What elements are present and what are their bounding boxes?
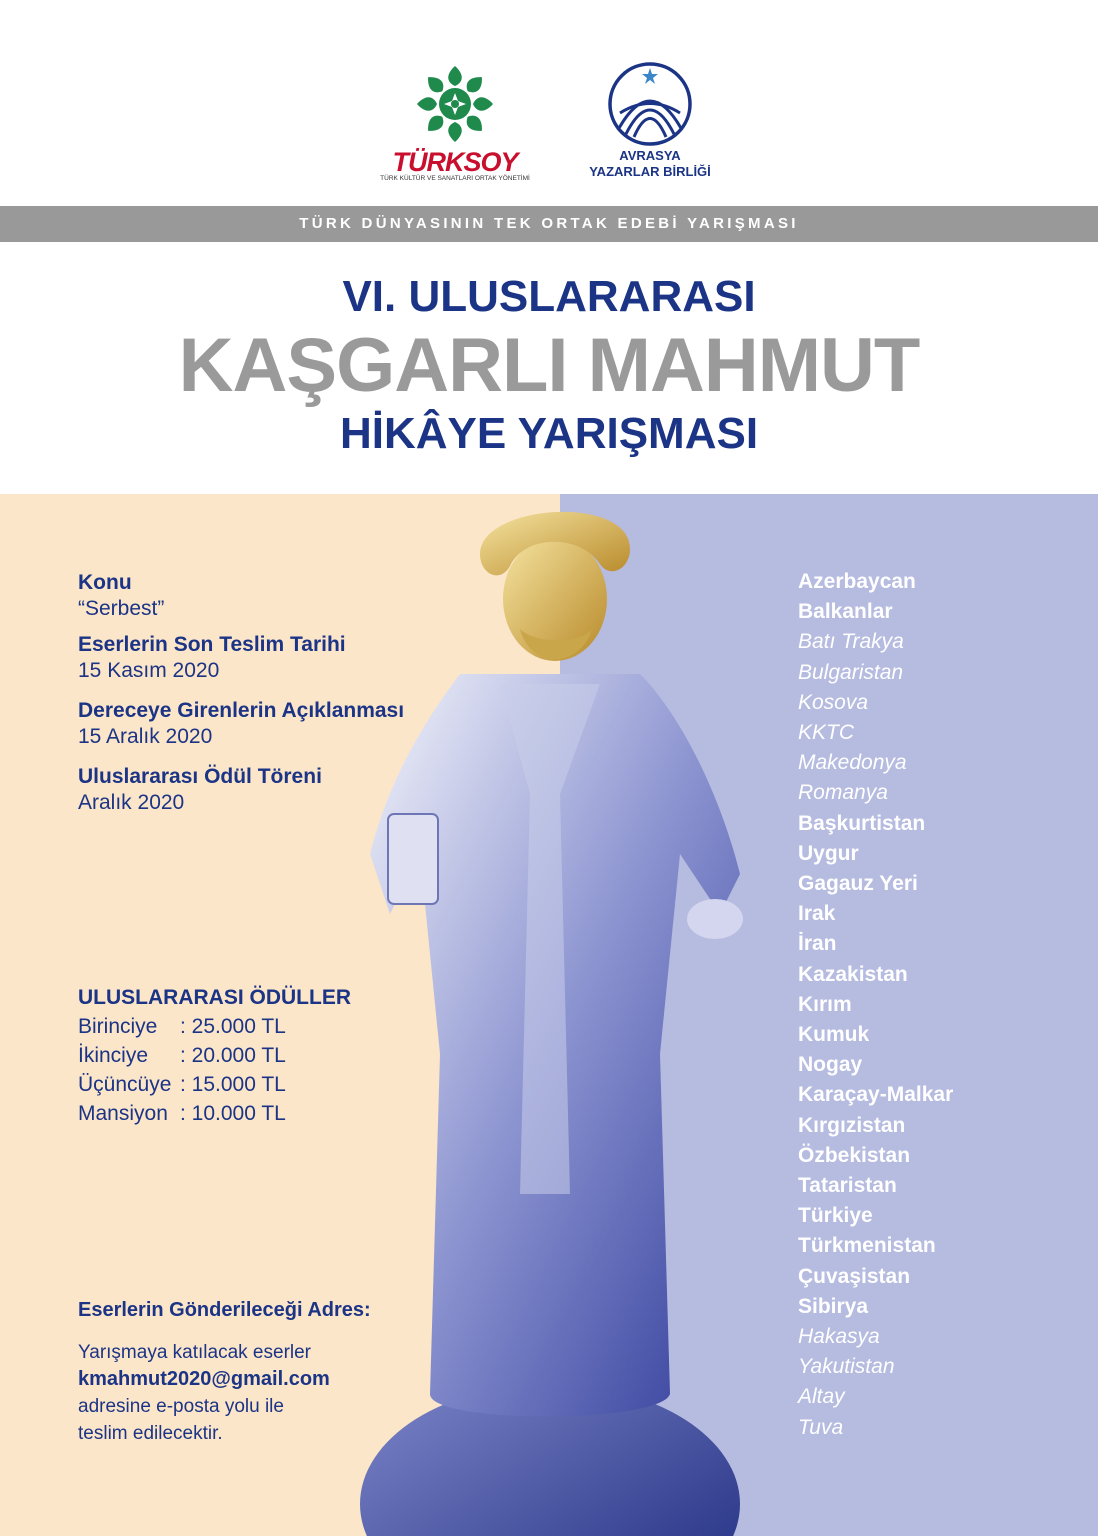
prize-amount: : 15.000 TL: [180, 1073, 286, 1096]
country-item: Kumuk: [798, 1023, 870, 1047]
country-item: Hakasya: [798, 1325, 880, 1349]
country-item: Sibirya: [798, 1294, 869, 1318]
prize-name: Birinciye: [78, 1015, 158, 1038]
country-item: Kırgızistan: [798, 1113, 906, 1137]
country-item: Türkiye: [798, 1204, 873, 1228]
turksoy-name: TÜRKSOY: [392, 147, 518, 177]
prize-row: [78, 1070, 398, 1099]
prize-row: [78, 1041, 398, 1070]
country-item: KKTC: [798, 721, 855, 745]
prize-amount: : 10.000 TL: [180, 1102, 286, 1125]
address-heading: Eserlerin Gönderileceği Adres:: [78, 1299, 371, 1321]
deadline-value: 15 Kasım 2020: [78, 659, 220, 682]
country-item: Uygur: [798, 841, 859, 865]
turksoy-subtitle: TÜRK KÜLTÜR VE SANATLARI ORTAK YÖNETİMİ: [380, 175, 530, 182]
country-item: Kazakistan: [798, 962, 908, 986]
country-item: Tataristan: [798, 1174, 897, 1198]
country-item: Balkanlar: [798, 600, 893, 624]
country-item: Karaçay-Malkar: [798, 1083, 954, 1107]
country-item: Gagauz Yeri: [798, 872, 918, 896]
banner: TÜRK DÜNYASININ TEK ORTAK EDEBİ YARIŞMASI: [0, 206, 1098, 242]
prizes-section: [78, 983, 398, 1128]
prize-name: Üçüncüye: [78, 1073, 172, 1096]
topic-value: “Serbest”: [78, 597, 165, 620]
avrasya-logo: [580, 58, 720, 188]
countries-list: [798, 567, 1058, 1443]
title-line-1: VI. ULUSLARARASI: [342, 272, 756, 321]
title-line-3: HİKÂYE YARIŞMASI: [339, 409, 759, 458]
prize-name: Mansiyon: [78, 1102, 168, 1125]
turksoy-emblem-icon: [380, 62, 530, 147]
email-address: kmahmut2020@gmail.com: [78, 1368, 330, 1390]
address-line-3: teslim edilecektir.: [78, 1423, 223, 1444]
country-item: Makedonya: [798, 751, 907, 775]
results-label: Dereceye Girenlerin Açıklanması: [78, 699, 405, 722]
title-line-2: KAŞGARLI MAHMUT: [178, 323, 920, 408]
avrasya-line-1: AVRASYA: [619, 148, 681, 163]
avrasya-name: [580, 148, 720, 180]
ceremony-label: Uluslararası Ödül Töreni: [78, 765, 322, 788]
avrasya-emblem-icon: [580, 58, 720, 148]
turksoy-logo: [380, 62, 530, 187]
country-item: Azerbaycan: [798, 570, 916, 593]
prize-amount: : 20.000 TL: [180, 1044, 286, 1067]
country-item: Romanya: [798, 781, 888, 805]
topic-label: Konu: [78, 571, 132, 594]
deadline-label: Eserlerin Son Teslim Tarihi: [78, 633, 346, 656]
country-item: Türkmenistan: [798, 1234, 936, 1258]
address-line-2: adresine e-posta yolu ile: [78, 1396, 284, 1417]
address-section: [78, 1297, 438, 1447]
prizes-heading: ULUSLARARASI ÖDÜLLER: [78, 986, 351, 1009]
prize-row: [78, 1012, 398, 1041]
country-item: Başkurtistan: [798, 811, 926, 835]
country-item: Irak: [798, 902, 836, 926]
country-item: Kosova: [798, 690, 869, 714]
country-item: Altay: [798, 1385, 845, 1409]
country-item: Çuvaşistan: [798, 1264, 911, 1288]
prize-amount: : 25.000 TL: [180, 1015, 286, 1038]
avrasya-line-2: YAZARLAR BİRLİĞİ: [589, 164, 711, 179]
country-item: Bulgaristan: [798, 660, 904, 684]
country-item: Özbekistan: [798, 1143, 911, 1167]
country-item: Yakutistan: [798, 1355, 895, 1379]
country-item: Tuva: [798, 1415, 844, 1439]
turksoy-wordmark: [380, 147, 530, 178]
country-item: Nogay: [798, 1053, 863, 1077]
info-section: [78, 570, 418, 830]
address-line-1: Yarışmaya katılacak eserler: [78, 1342, 312, 1363]
results-value: 15 Aralık 2020: [78, 725, 213, 748]
ceremony-value: Aralık 2020: [78, 791, 185, 814]
country-item: İran: [798, 932, 837, 956]
prize-row: [78, 1099, 398, 1128]
country-item: Kırım: [798, 992, 852, 1016]
prize-name: İkinciye: [78, 1044, 149, 1067]
country-item: Batı Trakya: [798, 630, 904, 654]
